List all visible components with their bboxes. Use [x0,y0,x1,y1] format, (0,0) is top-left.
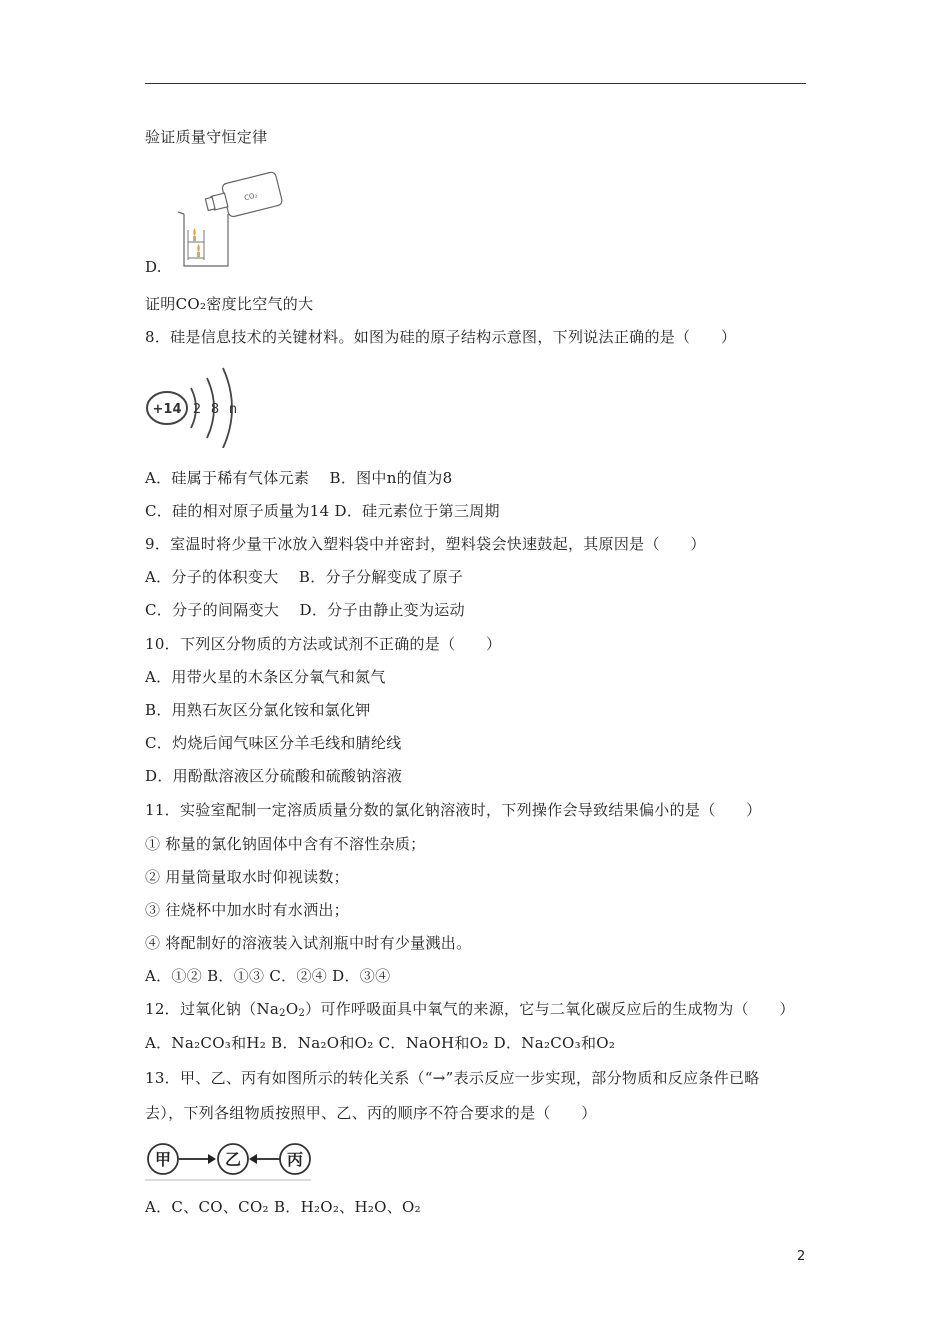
arrow-right-icon [208,1154,216,1164]
shell-2-count: 8 [210,402,220,417]
q12-stem: 12．过氧化钠$(Na_2O_2)$可作呼吸面具中氧气的来源，它与二氧化碳反应后的生成物为（ ） [145,1000,795,1019]
q11-item-4: ④ 将配制好的溶液装入试剂瓶中时有少量溅出。 [145,934,472,952]
node-bing: 丙 [286,1150,304,1169]
co2-pour-apparatus-figure [170,168,290,270]
nucleus-charge: +14 [152,402,182,417]
header-text: 验证质量守恒定律 [145,128,268,146]
q10-option-d: D．用酚酞溶液区分硫酸和硫酸钠溶液 [145,767,403,785]
candle-flame-icon [193,228,196,236]
bottle-label: CO₂ [243,191,259,203]
q13-stem-line2: 去），下列各组物质按照甲、乙、丙的顺序不符合要求的是（ ） [145,1104,597,1122]
q10-option-c: C．灼烧后闻气味区分羊毛线和腈纶线 [145,734,402,752]
shell-3-count: n [228,402,238,417]
q9-options-line2: C．分子的间隔变大 D．分子由静止变为运动 [145,601,465,619]
gas-bottle-icon [203,171,283,222]
q8-stem: 8．硅是信息技术的关键材料。如图为硅的原子结构示意图，下列说法正确的是（ ） [145,328,737,346]
node-jia: 甲 [154,1150,172,1169]
page-number: 2 [797,1249,806,1264]
q8-options-line2: C．硅的相对原子质量为14 D．硅元素位于第三周期 [145,502,500,520]
q10-option-a: A．用带火星的木条区分氧气和氮气 [145,668,386,686]
candle-flame-icon [197,244,200,252]
conversion-diagram [145,1138,313,1182]
q9-options-line1: A．分子的体积变大 B．分子分解变成了原子 [145,568,464,586]
q11-item-2: ② 用量筒量取水时仰视读数； [145,868,349,886]
arrow-left-icon [249,1154,257,1164]
header-rule [145,83,806,84]
q11-options: A．①② B．①③ C．②④ D．③④ [145,967,391,985]
q10-option-b: B．用熟石灰区分氯化铵和氯化钾 [145,701,371,719]
q12-options: A．Na₂CO₃和H₂ B．Na₂O和O₂ C．NaOH和O₂ D．Na₂CO₃和O₂ [145,1034,616,1052]
shell-1-count: 2 [192,402,202,417]
silicon-atom-diagram [145,358,255,448]
q13-stem-line1: 13．甲、乙、丙有如图所示的转化关系（“→”表示反应一步实现，部分物质和反应条件已略 [145,1069,760,1087]
q11-stem: 11．实验室配制一定溶质质量分数的氯化钠溶液时，下列操作会导致结果偏小的是（ ） [145,801,762,819]
q8-options-line1: A．硅属于稀有气体元素 B．图中n的值为8 [145,469,453,487]
q9-stem: 9．室温时将少量干冰放入塑料袋中并密封，塑料袋会快速鼓起，其原因是（ ） [145,535,706,553]
q11-item-3: ③ 往烧杯中加水时有水洒出； [145,901,349,919]
node-yi: 乙 [224,1150,242,1169]
q7-caption: 证明CO₂密度比空气的大 [145,295,314,313]
q13-options: A．C、CO、CO₂ B．H₂O₂、H₂O、O₂ [145,1198,421,1216]
q10-stem: 10．下列区分物质的方法或试剂不正确的是（ ） [145,635,502,653]
q11-item-1: ① 称量的氯化钠固体中含有不溶性杂质； [145,835,426,853]
q7-option-d-label: D. [145,258,162,276]
